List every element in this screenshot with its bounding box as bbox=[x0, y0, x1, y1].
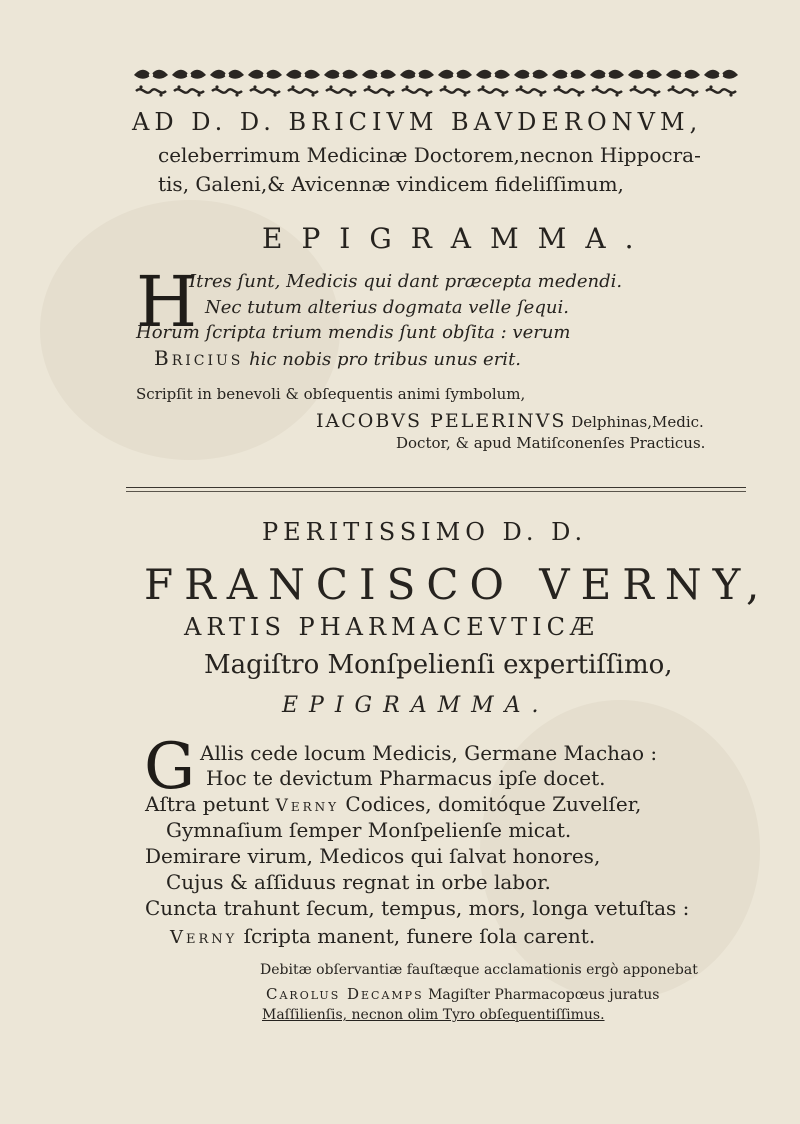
fleuron-icon bbox=[132, 66, 740, 100]
poem-line: Itres ſunt, Medicis qui dant præcepta medendi. bbox=[189, 271, 623, 292]
section-divider bbox=[126, 487, 746, 488]
author-title: Delphinas,Medic. bbox=[571, 413, 704, 431]
poem-proper-name: Verny bbox=[275, 796, 340, 816]
author-note: Maſſilienſis, necnon olim Tyro obſequentiſſimus. bbox=[262, 1007, 605, 1023]
author-note: Debitæ obſervantiæ fauſtæque acclamationis ergò apponebat bbox=[260, 962, 698, 978]
dedication-heading: AD D. D. BRICIVM BAVDERONVM, bbox=[132, 108, 703, 136]
printers-ornament-band bbox=[132, 66, 740, 100]
dedicatee-name: FRANCISCO VERNY, bbox=[144, 560, 771, 609]
author-name: Carolus Decamps bbox=[266, 985, 424, 1003]
poem-line-rest: hic nobis pro tribus unus erit. bbox=[249, 349, 522, 370]
poem-proper-name: Verny bbox=[170, 927, 238, 948]
epigram-title: EPIGRAMMA. bbox=[262, 222, 653, 255]
dedication-line: celeberrimum Medicinæ Doctorem,necnon Hippocra- bbox=[158, 143, 701, 167]
dedication-line: tis, Galeni,& Avicennæ vindicem fideliſſimum, bbox=[158, 172, 624, 196]
poem-line: Gymnaſium ſemper Monſpelienſe micat. bbox=[166, 818, 572, 842]
poem-line: Hoc te devictum Pharmacus ipſe docet. bbox=[206, 766, 606, 790]
poem-line bbox=[154, 346, 521, 370]
drop-cap: G bbox=[144, 730, 196, 804]
author-name: IACOBVS PELERINVS bbox=[316, 410, 567, 432]
poem-line: Horum ſcripta trium mendis ſunt obſita : verum bbox=[136, 322, 571, 343]
author-signature bbox=[316, 410, 704, 432]
author-note: Doctor, & apud Matiſconenſes Practicus. bbox=[396, 434, 706, 452]
poem-line: Cuncta trahunt ſecum, tempus, mors, longa vetuſtas : bbox=[145, 896, 690, 920]
dedication-heading: PERITISSIMO D. D. bbox=[262, 518, 588, 546]
poem-line: Nec tutum alterius dogmata velle ſequi. bbox=[205, 297, 569, 318]
dedicatee-title: ARTIS PHARMACEVTICÆ bbox=[184, 613, 600, 641]
poem-line-rest: ſcripta manent, funere ſola carent. bbox=[243, 924, 596, 948]
poem-proper-name: Bricius bbox=[154, 346, 244, 370]
drop-cap: H bbox=[136, 261, 198, 343]
poem-line: Cujus & aſſiduus regnat in orbe labor. bbox=[166, 870, 551, 894]
poem-line: Demirare virum, Medicos qui ſalvat honores, bbox=[145, 844, 601, 868]
epigram-title: EPIGRAMMA. bbox=[282, 693, 550, 718]
section-divider bbox=[126, 491, 746, 492]
author-note: Scripſit in benevoli & obſequentis animi ſymbolum, bbox=[136, 385, 526, 403]
poem-line bbox=[170, 924, 595, 948]
author-title: Magiſter Pharmacopœus juratus bbox=[428, 987, 660, 1003]
poem-line-part: Aſtra petunt bbox=[145, 792, 270, 816]
poem-line bbox=[145, 792, 641, 816]
dedication-line: Magiſtro Monſpelienſi expertiſſimo, bbox=[204, 650, 673, 680]
poem-line-part: Codices, domitóque Zuvelſer, bbox=[345, 792, 642, 816]
poem-line: Allis cede locum Medicis, Germane Machao : bbox=[200, 741, 658, 765]
author-signature bbox=[266, 985, 659, 1003]
